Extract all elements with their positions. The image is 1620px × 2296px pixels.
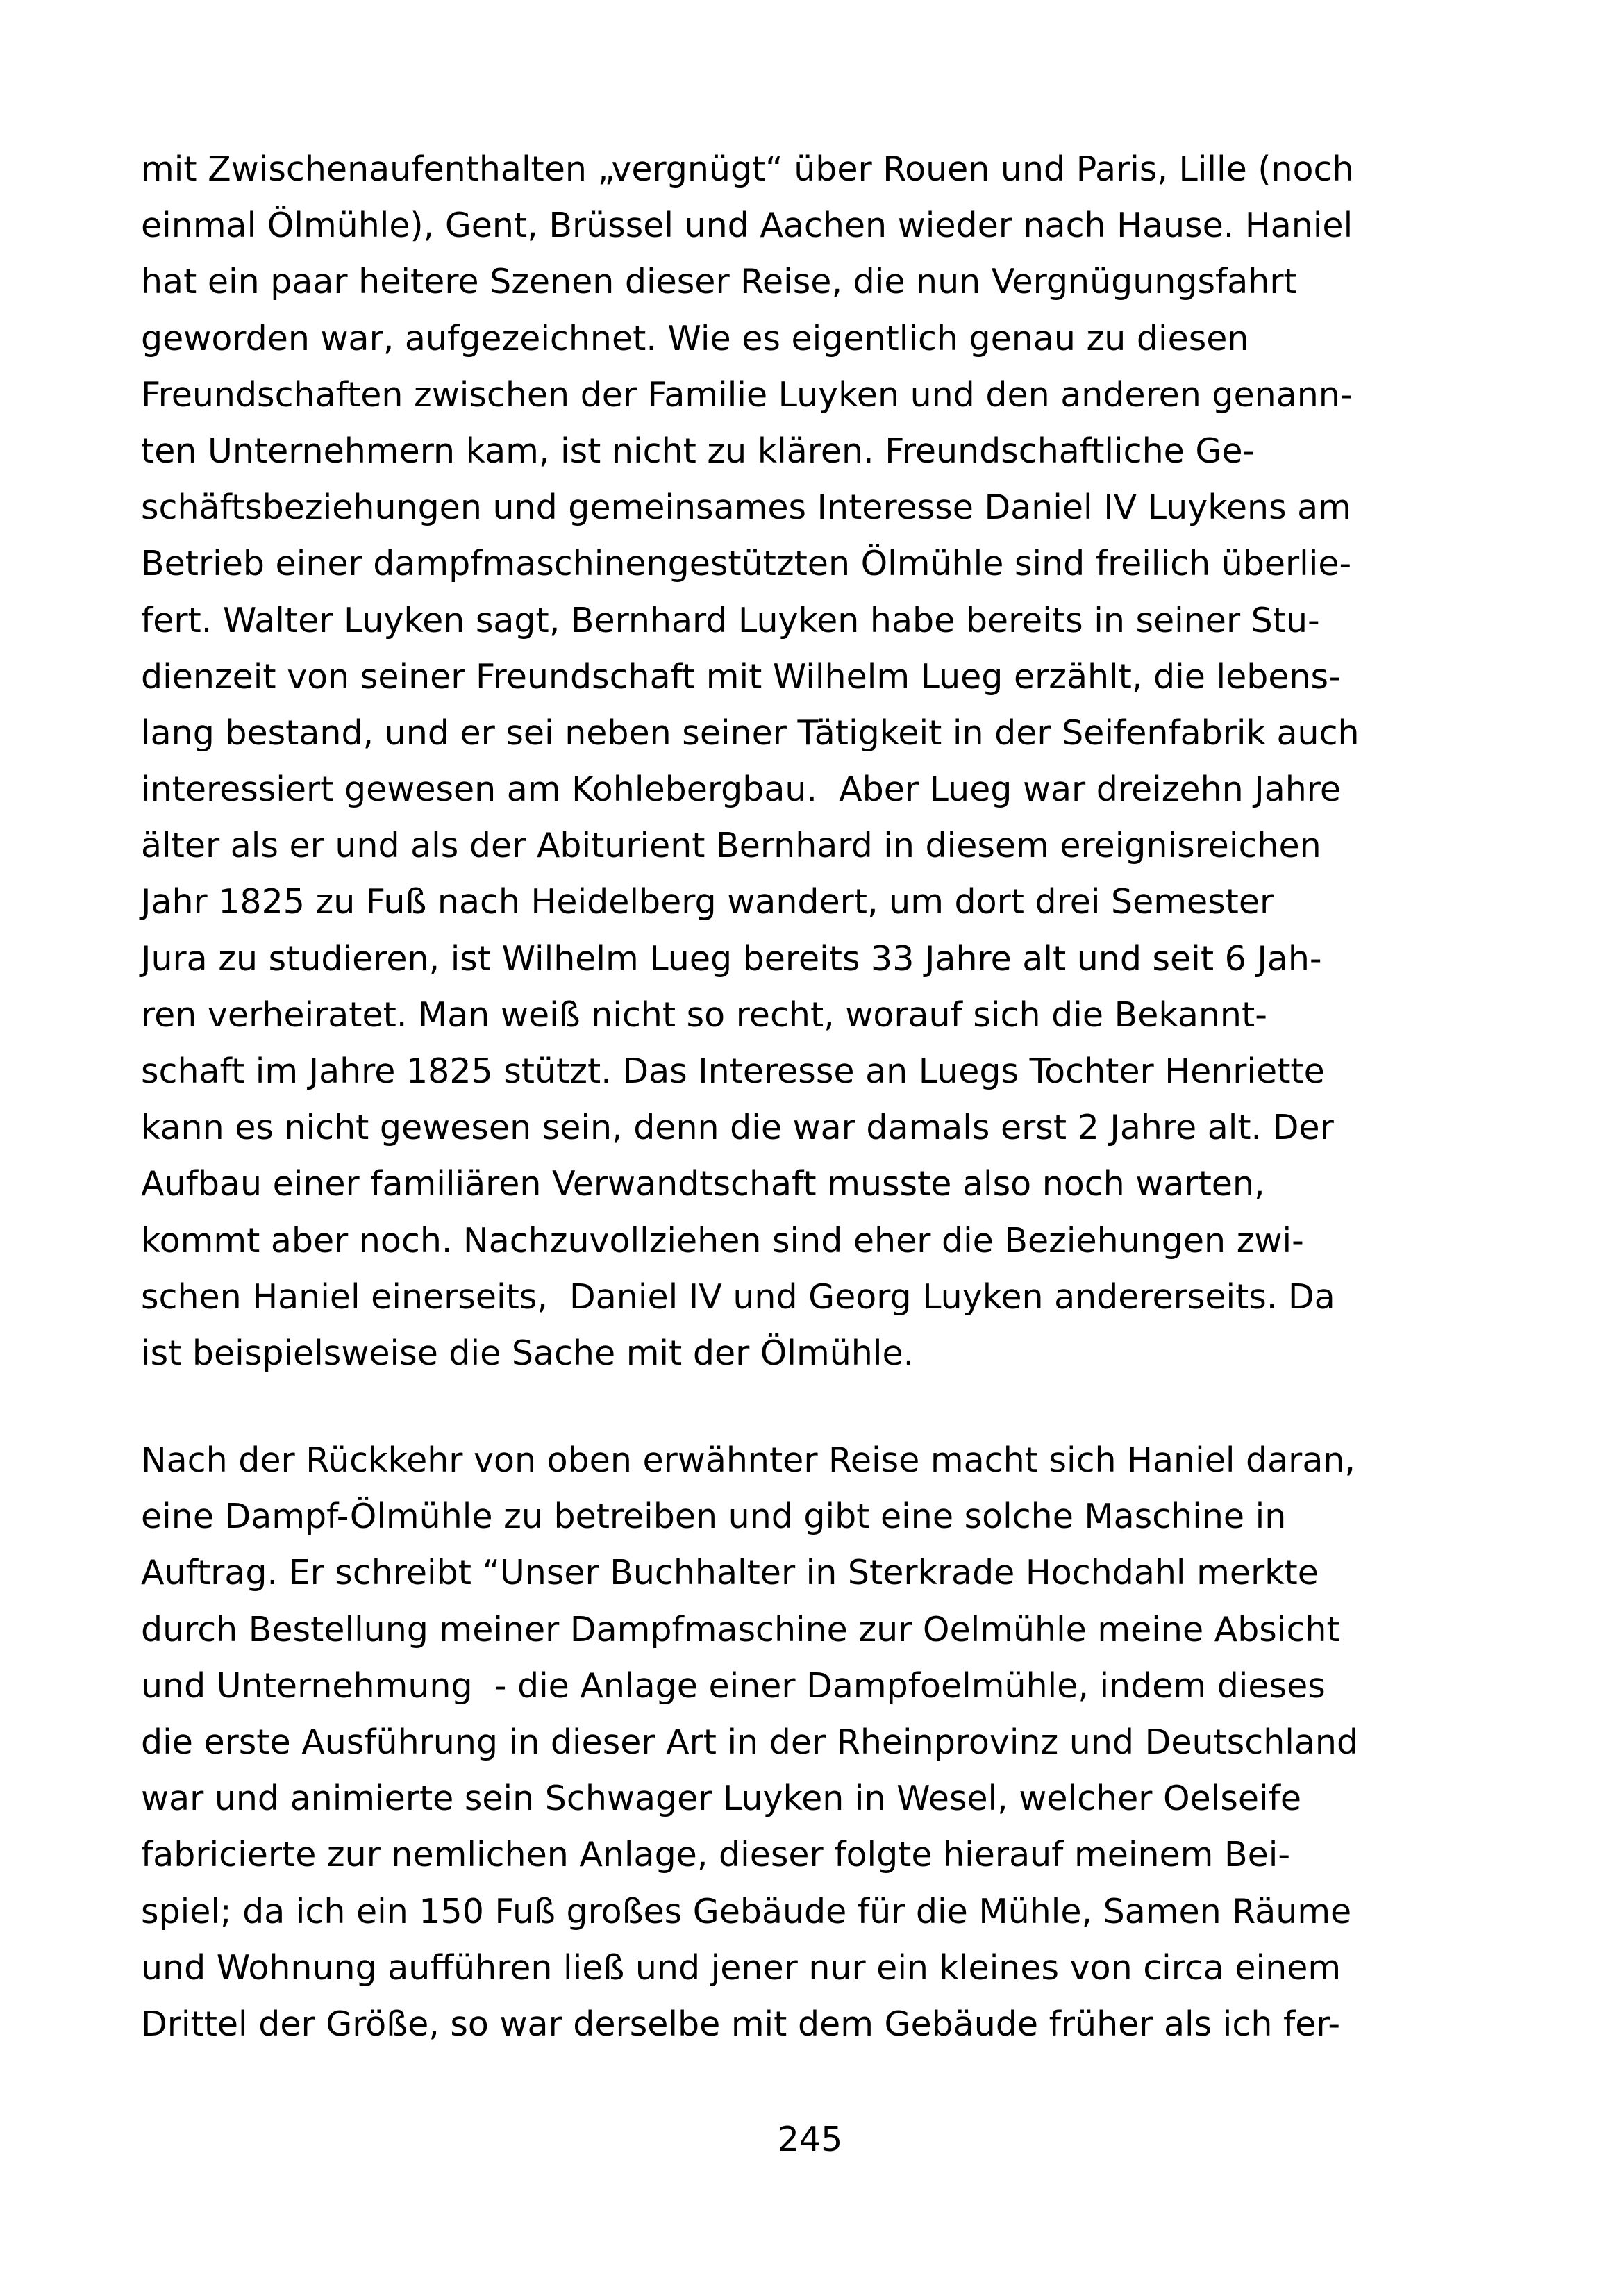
text-line: Freundschaften zwischen der Familie Luyken und den anderen genann- [141, 374, 1353, 415]
text-line: fert. Walter Luyken sagt, Bernhard Luyken habe bereits in seiner Stu- [141, 600, 1320, 640]
text-line: schaft im Jahre 1825 stützt. Das Interesse an Luegs Tochter Henriette [141, 1051, 1325, 1091]
text-line: eine Dampf-Ölmühle zu betreiben und gibt eine solche Maschine in [141, 1497, 1287, 1537]
text-line: mit Zwischenaufenthalten „vergnügt“ über Rouen und Paris, Lille (noch [141, 149, 1354, 189]
text-line: interessiert gewesen am Kohlebergbau. Aber Lueg war dreizehn Jahre [141, 770, 1342, 810]
paragraph-2 [141, 1432, 1488, 2052]
text-line: kommt aber noch. Nachzuvollziehen sind eher die Beziehungen zwi- [141, 1220, 1304, 1261]
text-line: die erste Ausführung in dieser Art in der Rheinprovinz und Deutschland [141, 1722, 1359, 1762]
text-line: und Unternehmung - die Anlage einer Dampfoelmühle, indem dieses [141, 1665, 1326, 1706]
text-line: Drittel der Größe, so war derselbe mit dem Gebäude früher als ich fer- [141, 2004, 1341, 2044]
text-line: schen Haniel einerseits, Daniel IV und Georg Luyken andererseits. Da [141, 1276, 1335, 1317]
text-line: geworden war, aufgezeichnet. Wie es eigentlich genau zu diesen [141, 318, 1249, 358]
paragraph-1 [141, 141, 1488, 1381]
text-line: älter als er und als der Abiturient Bernhard in diesem ereignisreichen [141, 826, 1321, 866]
text-line: Betrieb einer dampfmaschinengestützten Ölmühle sind freilich überlie- [141, 544, 1352, 584]
text-line: Jahr 1825 zu Fuß nach Heidelberg wandert, um dort drei Semester [141, 882, 1274, 922]
text-line: fabricierte zur nemlichen Anlage, dieser folgte hierauf meinem Bei- [141, 1835, 1291, 1875]
text-line: ten Unternehmern kam, ist nicht zu klären. Freundschaftliche Ge- [141, 431, 1255, 471]
text-line: war und animierte sein Schwager Luyken in Wesel, welcher Oelseife [141, 1779, 1302, 1819]
text-line: Jura zu studieren, ist Wilhelm Lueg bereits 33 Jahre alt und seit 6 Jah- [141, 938, 1322, 979]
text-line: einmal Ölmühle), Gent, Brüssel und Aachen wieder nach Hause. Haniel [141, 206, 1353, 246]
text-line: dienzeit von seiner Freundschaft mit Wilhelm Lueg erzählt, die lebens- [141, 656, 1341, 697]
text-line: hat ein paar heitere Szenen dieser Reise, die nun Vergnügungsfahrt [141, 262, 1297, 302]
text-line: schäftsbeziehungen und gemeinsames Interesse Daniel IV Luykens am [141, 488, 1351, 528]
text-line: und Wohnung aufführen ließ und jener nur ein kleines von circa einem [141, 1947, 1342, 1988]
text-line: spiel; da ich ein 150 Fuß großes Gebäude für die Mühle, Samen Räume [141, 1891, 1352, 1931]
text-line: ren verheiratet. Man weiß nicht so recht, worauf sich die Bekannt- [141, 995, 1267, 1035]
text-line: kann es nicht gewesen sein, denn die war damals erst 2 Jahre alt. Der [141, 1108, 1334, 1148]
text-line: lang bestand, und er sei neben seiner Tätigkeit in der Seifenfabrik auch [141, 713, 1360, 753]
text-line: Auftrag. Er schreibt “Unser Buchhalter in Sterkrade Hochdahl merkte [141, 1553, 1319, 1593]
text-line: durch Bestellung meiner Dampfmaschine zur Oelmühle meine Absicht [141, 1609, 1340, 1649]
text-line: ist beispielsweise die Sache mit der Ölmühle. [141, 1333, 915, 1373]
text-line: Aufbau einer familiären Verwandtschaft musste also noch warten, [141, 1164, 1265, 1204]
page-number: 245 [777, 2120, 843, 2159]
text-line: Nach der Rückkehr von oben erwähnter Reise macht sich Haniel daran, [141, 1440, 1355, 1480]
